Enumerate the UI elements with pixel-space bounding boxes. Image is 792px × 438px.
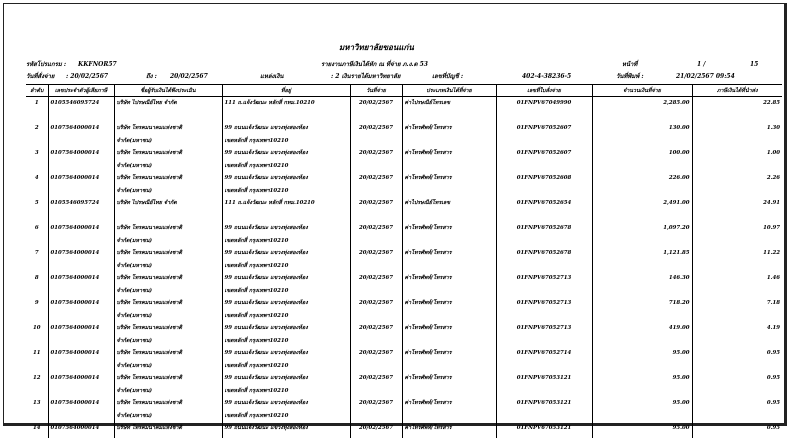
row-amount: 130.00 [592,122,692,147]
row-voucher: 01FNPV67052714 [496,347,592,372]
row-tax-id: 0107564000014 [48,172,114,197]
program-label: รหัสโปรแกรม : [26,61,67,68]
row-amount: 95.00 [592,372,692,397]
row-tax: 11.22 [692,247,782,272]
payee-name-line1: บริษัท โทรคมนาคมแห่งชาติ [116,150,183,156]
payee-name-line1: บริษัท โทรคมนาคมแห่งชาติ [116,425,183,431]
col-header-pay-date: วันที่จ่าย [350,85,402,97]
address-line2: เขตหลักสี่ กรุงเทพฯ10210 [224,337,289,344]
address-line2: เขตหลักสี่ กรุงเทพฯ10210 [224,137,289,144]
row-pay-date: 20/02/2567 [350,347,402,372]
address-line2: เขตหลักสี่ กรุงเทพฯ10210 [224,287,289,294]
row-no: 7 [34,250,39,256]
source-value: : 2 เงินรายได้มหาวิทยาลัย [331,73,401,80]
row-pay-date: 20/02/2567 [350,372,402,397]
address-line1: 99 ถนนแจ้งวัฒนะ แขวงทุ่งสองห้อง [224,325,308,331]
row-tax: 24.91 [692,197,782,222]
col-header-payee-name: ชื่อผู้รับเงินได้พึงประเมิน [114,85,222,97]
row-voucher: 01FNPV67052713 [496,272,592,297]
row-address [222,372,350,397]
payee-name-line2: จำกัด(มหาชน) [116,412,153,419]
pay-date-from: : 20/02/2567 [66,73,109,80]
row-tax: 0.95 [692,397,782,422]
row-income-type: ค่าโทรศัพท์/โทรสาร [402,322,496,347]
pay-date-to: 20/02/2567 [170,73,208,80]
row-no: 9 [34,300,39,306]
row-tax-id: 0107564000014 [48,222,114,247]
payee-name-line1: บริษัท โทรคมนาคมแห่งชาติ [116,375,183,381]
address-line1: 99 ถนนแจ้งวัฒนะ แขวงทุ่งสองห้อง [224,300,308,306]
address-line1: 99 ถนนแจ้งวัฒนะ แขวงทุ่งสองห้อง [224,250,308,256]
row-payee-name [114,322,222,347]
address-line2: เขตหลักสี่ กรุงเทพฯ10210 [224,187,289,194]
payee-name-line1: บริษัท โทรคมนาคมแห่งชาติ [116,125,183,131]
row-tax-id: 0107564000014 [48,397,114,422]
address-line1: 111 ถ.แจ้งวัฒนะ หลักสี่ กทม.10210 [224,100,315,106]
row-no: 1 [34,100,39,106]
row-amount: 95.00 [592,397,692,422]
row-voucher: 01FNPV67052713 [496,322,592,347]
row-address [222,97,350,123]
row-tax-id: 0107564000014 [48,372,114,397]
row-pay-date: 20/02/2567 [350,422,402,438]
payee-name-line1: บริษัท โทรคมนาคมแห่งชาติ [116,400,183,406]
row-income-type: ค่าโทรศัพท์/โทรสาร [402,372,496,397]
row-no: 5 [34,200,39,206]
row-no: 13 [32,400,41,406]
table-row [26,397,782,422]
payee-name-line2: จำกัด(มหาชน) [116,137,153,144]
table-row [26,147,782,172]
address-line2: เขตหลักสี่ กรุงเทพฯ10210 [224,262,289,269]
row-amount: 718.20 [592,297,692,322]
row-voucher: 01FNPV67052607 [496,147,592,172]
row-no: 2 [34,125,39,131]
payee-name-line1: บริษัท โทรคมนาคมแห่งชาติ [116,275,183,281]
row-tax-id: 0107564000014 [48,297,114,322]
address-line2: เขตหลักสี่ กรุงเทพฯ10210 [224,387,289,394]
table-row [26,272,782,297]
table-row [26,297,782,322]
page-label: หน้าที่ [622,61,638,68]
row-income-type: ค่าโทรศัพท์/โทรสาร [402,347,496,372]
row-voucher: 01FNPV67053121 [496,372,592,397]
row-address [222,272,350,297]
program-code: KKFNOR57 [78,61,117,68]
row-payee-name [114,297,222,322]
row-address [222,322,350,347]
col-header-income-type: ประเภทเงินได้ที่จ่าย [402,85,496,97]
row-voucher: 01FNPV67052654 [496,197,592,222]
row-payee-name [114,147,222,172]
address-line2: เขตหลักสี่ กรุงเทพฯ10210 [224,312,289,319]
payee-name-line1: บริษัท โทรคมนาคมแห่งชาติ [116,300,183,306]
payee-name-line1: บริษัท ไปรษณีย์ไทย จำกัด [116,200,177,206]
row-income-type: ค่าโทรศัพท์/โทรสาร [402,122,496,147]
row-amount: 1,121.85 [592,247,692,272]
table-row [26,197,782,222]
address-line1: 99 ถนนแจ้งวัฒนะ แขวงทุ่งสองห้อง [224,175,308,181]
address-line1: 99 ถนนแจ้งวัฒนะ แขวงทุ่งสองห้อง [224,225,308,231]
row-voucher: 01FNPV67052608 [496,172,592,197]
address-line2: เขตหลักสี่ กรุงเทพฯ10210 [224,237,289,244]
table-row [26,347,782,372]
row-pay-date: 20/02/2567 [350,197,402,222]
row-income-type: ค่าไปรษณีย์โทรเลข [402,97,496,123]
table-row [26,372,782,397]
row-income-type: ค่าโทรศัพท์/โทรสาร [402,172,496,197]
row-tax: 1.46 [692,272,782,297]
payee-name-line2: จำกัด(มหาชน) [116,337,153,344]
row-amount: 100.00 [592,147,692,172]
row-voucher: 01FNPV67049990 [496,97,592,123]
address-line1: 99 ถนนแจ้งวัฒนะ แขวงทุ่งสองห้อง [224,425,308,431]
row-payee-name [114,222,222,247]
row-tax: 4.19 [692,322,782,347]
address-line2: เขตหลักสี่ กรุงเทพฯ10210 [224,162,289,169]
row-no: 8 [34,275,39,281]
table-row [26,172,782,197]
address-line1: 99 ถนนแจ้งวัฒนะ แขวงทุ่งสองห้อง [224,125,308,131]
address-line1: 99 ถนนแจ้งวัฒนะ แขวงทุ่งสองห้อง [224,400,308,406]
row-tax-id: 0107564000014 [48,147,114,172]
account-number: 402-4-38236-5 [522,73,572,80]
address-line1: 99 ถนนแจ้งวัฒนะ แขวงทุ่งสองห้อง [224,150,308,156]
row-no: 6 [34,225,39,231]
row-amount: 2,491.00 [592,197,692,222]
row-tax-id: 0107564000014 [48,422,114,438]
row-tax-id: 0107564000014 [48,322,114,347]
row-income-type: ค่าโทรศัพท์/โทรสาร [402,422,496,438]
row-no: 10 [32,325,41,331]
payee-name-line2: จำกัด(มหาชน) [116,312,153,319]
col-header-amount: จำนวนเงินที่จ่าย [592,85,692,97]
col-header-address: ที่อยู่ [222,85,350,97]
row-tax: 7.18 [692,297,782,322]
row-pay-date: 20/02/2567 [350,297,402,322]
row-tax: 0.95 [692,422,782,438]
payee-name-line1: บริษัท โทรคมนาคมแห่งชาติ [116,175,183,181]
row-pay-date: 20/02/2567 [350,247,402,272]
payee-name-line2: จำกัด(มหาชน) [116,362,153,369]
payee-name-line2: จำกัด(มหาชน) [116,187,153,194]
payee-name-line2: จำกัด(มหาชน) [116,262,153,269]
address-line1: 111 ถ.แจ้งวัฒนะ หลักสี่ กทม.10210 [224,200,315,206]
row-payee-name [114,422,222,438]
row-tax: 22.85 [692,97,782,123]
print-date-label: วันที่พิมพ์ : [616,73,644,80]
row-payee-name [114,172,222,197]
row-income-type: ค่าไปรษณีย์โทรเลข [402,197,496,222]
row-amount: 2,285.00 [592,97,692,123]
source-label: แหล่งเงิน [260,73,284,80]
table-row [26,322,782,347]
row-voucher: 01FNPV67053121 [496,422,592,438]
table-row [26,422,782,438]
row-address [222,422,350,438]
withholding-tax-table [26,84,782,438]
print-date: 21/02/2567 09:54 [676,73,735,80]
address-line1: 99 ถนนแจ้งวัฒนะ แขวงทุ่งสองห้อง [224,275,308,281]
row-voucher: 01FNPV67052678 [496,247,592,272]
row-pay-date: 20/02/2567 [350,272,402,297]
row-pay-date: 20/02/2567 [350,147,402,172]
payee-name-line2: จำกัด(มหาชน) [116,287,153,294]
row-no: 11 [32,350,41,356]
row-tax-id: 0107564000014 [48,272,114,297]
row-income-type: ค่าโทรศัพท์/โทรสาร [402,272,496,297]
row-voucher: 01FNPV67052678 [496,222,592,247]
row-address [222,247,350,272]
row-payee-name [114,97,222,123]
payee-name-line1: บริษัท โทรคมนาคมแห่งชาติ [116,325,183,331]
row-address [222,222,350,247]
row-pay-date: 20/02/2567 [350,122,402,147]
col-header-tax-id: เลขประจำตัวผู้เสียภาษี [48,85,114,97]
row-pay-date: 20/02/2567 [350,322,402,347]
row-payee-name [114,247,222,272]
row-tax-id: 0107564000014 [48,122,114,147]
address-line2: เขตหลักสี่ กรุงเทพฯ10210 [224,412,289,419]
row-address [222,172,350,197]
table-row [26,247,782,272]
row-tax-id: 0107564000014 [48,247,114,272]
row-pay-date: 20/02/2567 [350,397,402,422]
row-income-type: ค่าโทรศัพท์/โทรสาร [402,297,496,322]
address-line1: 99 ถนนแจ้งวัฒนะ แขวงทุ่งสองห้อง [224,375,308,381]
row-income-type: ค่าโทรศัพท์/โทรสาร [402,147,496,172]
row-tax-id: 0107564000014 [48,347,114,372]
row-income-type: ค่าโทรศัพท์/โทรสาร [402,247,496,272]
row-tax: 2.26 [692,172,782,197]
row-voucher: 01FNPV67053121 [496,397,592,422]
address-line2: เขตหลักสี่ กรุงเทพฯ10210 [224,362,289,369]
report-page [3,3,787,431]
payee-name-line2: จำกัด(มหาชน) [116,162,153,169]
row-tax: 10.97 [692,222,782,247]
payee-name-line2: จำกัด(มหาชน) [116,387,153,394]
row-amount: 95.00 [592,347,692,372]
row-address [222,122,350,147]
row-pay-date: 20/02/2567 [350,172,402,197]
report-title: รายงานภาษีเงินได้หัก ณ ที่จ่าย ภ.ง.ด 53 [321,61,428,68]
row-no: 3 [34,150,39,156]
pay-date-label: วันที่สั่งจ่าย [26,73,55,80]
row-payee-name [114,347,222,372]
payee-name-line2: จำกัด(มหาชน) [116,237,153,244]
row-amount: 146.30 [592,272,692,297]
col-header-voucher: เลขที่ใบสั่งจ่าย [496,85,592,97]
row-payee-name [114,197,222,222]
row-pay-date: 20/02/2567 [350,222,402,247]
row-pay-date: 20/02/2567 [350,97,402,123]
page-total: 15 [750,61,759,68]
row-tax: 1.00 [692,147,782,172]
account-label: เลขที่บัญชี : [432,73,464,80]
row-address [222,297,350,322]
to-label: ถึง : [146,73,157,80]
row-payee-name [114,397,222,422]
row-amount: 226.00 [592,172,692,197]
row-voucher: 01FNPV67052713 [496,297,592,322]
row-voucher: 01FNPV67052607 [496,122,592,147]
address-line1: 99 ถนนแจ้งวัฒนะ แขวงทุ่งสองห้อง [224,350,308,356]
col-header-tax: ภาษีเงินได้ที่นำส่ง [692,85,782,97]
row-address [222,397,350,422]
row-tax: 0.95 [692,372,782,397]
row-address [222,197,350,222]
row-amount: 419.00 [592,322,692,347]
row-tax-id: 0105546095724 [48,97,114,123]
row-payee-name [114,372,222,397]
row-no: 14 [32,425,41,431]
table-row [26,97,782,123]
row-income-type: ค่าโทรศัพท์/โทรสาร [402,222,496,247]
table-header-row [26,85,782,97]
table-row [26,222,782,247]
row-no: 4 [34,175,39,181]
row-tax-id: 0105546095724 [48,197,114,222]
payee-name-line1: บริษัท โทรคมนาคมแห่งชาติ [116,350,183,356]
row-amount: 1,097.20 [592,222,692,247]
payee-name-line1: บริษัท โทรคมนาคมแห่งชาติ [116,225,183,231]
row-amount: 95.00 [592,422,692,438]
row-address [222,147,350,172]
col-header-no: ลำดับ [26,85,48,97]
row-income-type: ค่าโทรศัพท์/โทรสาร [402,397,496,422]
payee-name-line1: บริษัท โทรคมนาคมแห่งชาติ [116,250,183,256]
university-title: มหาวิทยาลัยขอนแก่น [339,42,414,52]
payee-name-line1: บริษัท ไปรษณีย์ไทย จำกัด [116,100,177,106]
page-current: 1 / [697,61,706,68]
row-tax: 1.30 [692,122,782,147]
row-address [222,347,350,372]
table-row [26,122,782,147]
row-no: 12 [32,375,41,381]
row-payee-name [114,272,222,297]
row-tax: 0.95 [692,347,782,372]
row-payee-name [114,122,222,147]
